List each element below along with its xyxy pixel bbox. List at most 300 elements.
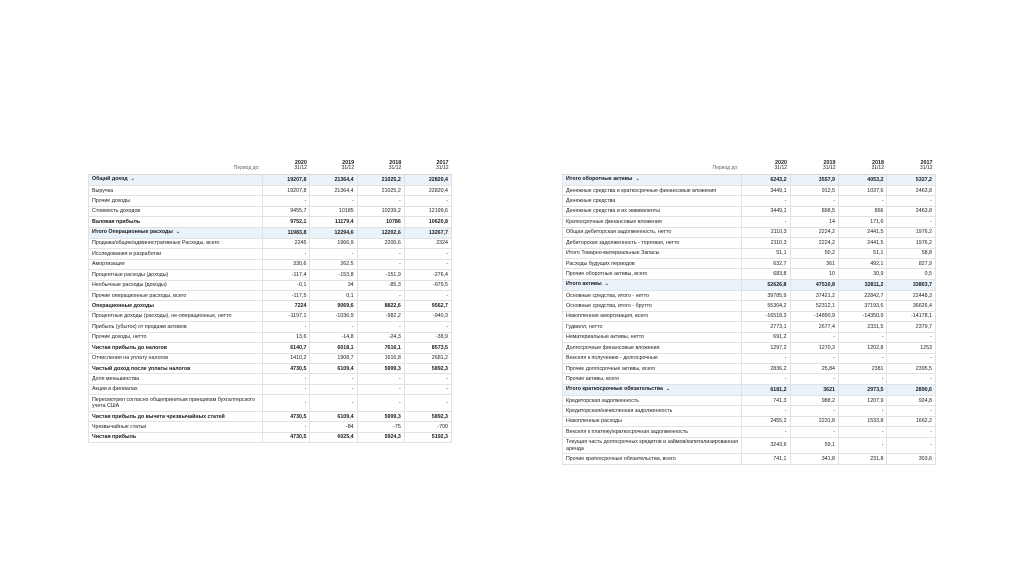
row-label: Продажа/общие/административные Расходы, всего <box>89 238 263 248</box>
row-value: 2324 <box>404 238 451 248</box>
row-label: Прочие активы, всего <box>563 374 742 384</box>
row-value: 1616,8 <box>357 353 404 363</box>
row-value: 6018,1 <box>310 343 357 353</box>
row-value: 5327,2 <box>887 174 936 185</box>
row-value: 741,3 <box>742 395 790 405</box>
row-label: Накопленная амортизация, всего <box>563 311 742 321</box>
row-value: -0,1 <box>263 280 310 290</box>
row-value: 5192,3 <box>404 432 451 442</box>
row-value: 8573,5 <box>404 343 451 353</box>
row-value: 10185 <box>310 206 357 216</box>
row-label: Расходы будущих периодов <box>563 259 742 269</box>
row-label: Векселя к получению - долгосрочные <box>563 353 742 363</box>
row-value: -75 <box>357 422 404 432</box>
table-row[interactable] <box>563 174 936 185</box>
column-date: 31/12 <box>435 164 449 171</box>
row-value: 361 <box>790 259 838 269</box>
row-value: 683,8 <box>742 269 790 279</box>
table-row <box>563 311 936 321</box>
row-label: Чистый доход после уплаты налогов <box>89 364 263 374</box>
row-label: Чистая прибыль до вычета чрезвычайных статей <box>89 412 263 422</box>
row-value: 2441,5 <box>839 227 887 237</box>
table-row <box>89 290 452 300</box>
table-row <box>563 437 936 454</box>
row-value: 13267,7 <box>404 227 451 238</box>
row-value: 2224,2 <box>790 227 838 237</box>
row-label: Итого краткосрочные обязательства ⌄ <box>563 384 742 395</box>
row-value: - <box>310 249 357 259</box>
column-header-2019 <box>310 158 357 174</box>
table-row <box>563 185 936 195</box>
table-row <box>563 374 936 384</box>
row-label: Акции в филиалах <box>89 384 263 394</box>
row-value: -1197,1 <box>263 311 310 321</box>
row-value: -276,4 <box>404 270 451 280</box>
row-value: 59,1 <box>790 437 838 454</box>
row-value: 9562,7 <box>404 301 451 311</box>
row-value: - <box>839 427 887 437</box>
row-value: 3449,1 <box>742 185 790 195</box>
row-value: 22842,7 <box>839 290 887 300</box>
row-value: - <box>887 374 936 384</box>
row-value: -982,2 <box>357 311 404 321</box>
row-label: Амортизация <box>89 259 263 269</box>
income-statement-table <box>88 158 452 443</box>
row-value: 52312,1 <box>790 301 838 311</box>
row-value: - <box>263 249 310 259</box>
row-value: 9752,1 <box>263 217 310 227</box>
row-value: -38,9 <box>404 332 451 342</box>
row-value: 2890,6 <box>887 384 936 395</box>
row-value: 1270,3 <box>790 343 838 353</box>
row-value: -151,9 <box>357 270 404 280</box>
row-value: 13,6 <box>263 332 310 342</box>
row-value: 912,5 <box>790 185 838 195</box>
row-value: 37421,2 <box>790 290 838 300</box>
row-value: - <box>742 196 790 206</box>
row-label: Процентные доходы (расходы), не-операционные, нетто <box>89 311 263 321</box>
table-row <box>89 322 452 332</box>
table-row[interactable] <box>89 227 452 238</box>
row-value: -14,8 <box>310 332 357 342</box>
row-label: Основные средства, итого - нетто <box>563 290 742 300</box>
table-row <box>89 238 452 248</box>
row-value: 1297,2 <box>742 343 790 353</box>
row-value: 5892,3 <box>404 412 451 422</box>
table-row <box>89 395 452 412</box>
row-value: 171,6 <box>839 217 887 227</box>
row-value: 11983,8 <box>263 227 310 238</box>
income-statement-body <box>89 174 452 442</box>
row-value: 1976,2 <box>887 227 936 237</box>
row-value: - <box>790 374 838 384</box>
row-value: 6243,2 <box>742 174 790 185</box>
row-label: Денежные средства и краткосрочные финансовые вложения <box>563 185 742 195</box>
column-year: 2019 <box>823 159 836 166</box>
column-header-2018 <box>357 158 404 174</box>
row-value: 30,9 <box>839 269 887 279</box>
row-value: - <box>357 395 404 412</box>
row-value: 21025,2 <box>357 185 404 195</box>
row-value: 3557,9 <box>790 174 838 185</box>
row-value: - <box>887 427 936 437</box>
row-label: Прибыль (убыток) от продажи активов <box>89 322 263 332</box>
row-value: 34 <box>310 280 357 290</box>
row-value: - <box>404 290 451 300</box>
table-row[interactable] <box>563 279 936 290</box>
row-value: 2379,7 <box>887 322 936 332</box>
row-value: -24,3 <box>357 332 404 342</box>
row-value: 19207,8 <box>263 174 310 185</box>
row-value: -153,8 <box>310 270 357 280</box>
row-value: - <box>404 395 451 412</box>
row-value: 2245 <box>263 238 310 248</box>
table-row <box>563 427 936 437</box>
row-label: Чистая прибыль <box>89 432 263 442</box>
row-value: 492,1 <box>839 259 887 269</box>
row-value: - <box>790 353 838 363</box>
row-value: 10786 <box>357 217 404 227</box>
row-label: Прочие операционные расходы, всего <box>89 290 263 300</box>
table-row <box>89 217 452 227</box>
row-value: 12294,6 <box>310 227 357 238</box>
row-value: 6109,4 <box>310 412 357 422</box>
row-value: - <box>263 395 310 412</box>
row-value: -700 <box>404 422 451 432</box>
row-value: 2110,3 <box>742 238 790 248</box>
row-value: - <box>742 374 790 384</box>
column-date: 31/12 <box>871 164 884 171</box>
row-value: 11179,4 <box>310 217 357 227</box>
table-row <box>89 422 452 432</box>
row-label: Долгосрочные финансовые вложения <box>563 343 742 353</box>
row-value: 1966,9 <box>310 238 357 248</box>
row-label: Пересмотрел согласно общепринятым принципам бухгалтерского учета США <box>89 395 263 412</box>
row-value: - <box>887 406 936 416</box>
row-value: - <box>310 322 357 332</box>
row-value: - <box>357 322 404 332</box>
row-value: 827,9 <box>887 259 936 269</box>
row-label: Основные средства, итого - брутто <box>563 301 742 311</box>
row-label: Общий доход ⌄ <box>89 174 263 185</box>
balance-sheet-table <box>562 158 936 465</box>
table-row <box>89 270 452 280</box>
column-date: 31/12 <box>341 164 355 171</box>
table-row <box>89 280 452 290</box>
row-value: - <box>839 437 887 454</box>
column-year: 2019 <box>342 159 355 166</box>
table-header <box>563 158 936 174</box>
row-value: 341,8 <box>790 454 838 464</box>
row-value: 55304,2 <box>742 301 790 311</box>
column-year: 2020 <box>294 159 307 166</box>
chevron-down-icon[interactable]: ⌄ <box>604 281 609 288</box>
row-value: 4730,5 <box>263 364 310 374</box>
table-row <box>563 364 936 374</box>
row-value: 58,8 <box>887 248 936 258</box>
row-value: - <box>742 217 790 227</box>
row-value: 2463,8 <box>887 185 936 195</box>
row-value: 6109,4 <box>310 364 357 374</box>
row-label: Денежные средства и их эквиваленты <box>563 206 742 216</box>
row-value: 262,5 <box>310 259 357 269</box>
table-row <box>563 353 936 363</box>
row-value: 1976,2 <box>887 238 936 248</box>
row-value: -117,4 <box>263 270 310 280</box>
row-value: 5999,3 <box>357 364 404 374</box>
column-year: 2020 <box>775 159 788 166</box>
row-value: 2395,5 <box>887 364 936 374</box>
table-row <box>563 406 936 416</box>
row-label: Выручка <box>89 185 263 195</box>
row-value: - <box>310 384 357 394</box>
row-value: 22820,4 <box>404 174 451 185</box>
table-row <box>563 227 936 237</box>
row-value: 2973,5 <box>839 384 887 395</box>
chevron-down-icon[interactable]: ⌄ <box>130 176 135 183</box>
row-value: 25,84 <box>790 364 838 374</box>
column-year: 2018 <box>871 159 884 166</box>
row-value: - <box>790 196 838 206</box>
chevron-down-icon[interactable]: ⌄ <box>635 176 640 183</box>
table-row <box>563 343 936 353</box>
row-value: - <box>790 427 838 437</box>
period-label: Период до: <box>563 158 742 174</box>
table-row[interactable] <box>563 384 936 395</box>
row-value: - <box>887 196 936 206</box>
row-value: 1253 <box>887 343 936 353</box>
table-row <box>563 206 936 216</box>
row-value: - <box>357 249 404 259</box>
row-value: -979,5 <box>404 280 451 290</box>
chevron-down-icon[interactable]: ⌄ <box>665 386 671 393</box>
row-value: - <box>404 249 451 259</box>
row-value: 3449,1 <box>742 206 790 216</box>
row-value: 6181,2 <box>742 384 790 395</box>
row-value: 691,2 <box>742 332 790 342</box>
row-value: -14178,1 <box>887 311 936 321</box>
table-row <box>563 395 936 405</box>
row-value: 10 <box>790 269 838 279</box>
row-value: 22448,3 <box>887 290 936 300</box>
row-value: 1662,2 <box>887 416 936 426</box>
row-value: 231,8 <box>839 454 887 464</box>
row-value: 52626,8 <box>742 279 790 290</box>
row-value: 2224,2 <box>790 238 838 248</box>
row-label: Текущая часть долгосрочных кредитов и займов/капитализированная аренда <box>563 437 742 454</box>
table-row <box>89 259 452 269</box>
row-value: 2200,6 <box>357 238 404 248</box>
row-value: 5892,3 <box>404 364 451 374</box>
row-value: - <box>790 406 838 416</box>
row-value: - <box>357 374 404 384</box>
row-value: 1037,6 <box>839 185 887 195</box>
row-value: 2773,1 <box>742 322 790 332</box>
row-value: 741,1 <box>742 454 790 464</box>
row-value: 2677,4 <box>790 322 838 332</box>
table-row <box>89 432 452 442</box>
table-row <box>89 301 452 311</box>
row-value: 37193,6 <box>839 301 887 311</box>
table-row <box>89 249 452 259</box>
balance-sheet-body <box>563 174 936 464</box>
row-value: 2231,8 <box>790 416 838 426</box>
row-value: - <box>887 217 936 227</box>
row-value: 898,5 <box>790 206 838 216</box>
column-date: 31/12 <box>388 164 402 171</box>
row-label: Кредиторская задолженность <box>563 395 742 405</box>
row-value: 3621 <box>790 384 838 395</box>
row-value: - <box>263 196 310 206</box>
row-label: Итого Операционные расходы ⌄ <box>89 227 263 238</box>
row-label: Гудвилл, нетто <box>563 322 742 332</box>
row-label: Процентные расходы (доходы) <box>89 270 263 280</box>
table-row <box>89 364 452 374</box>
table-row <box>563 196 936 206</box>
row-value: 36626,4 <box>887 301 936 311</box>
row-value: 8822,6 <box>357 301 404 311</box>
row-label: Итого оборотные активы ⌄ <box>563 174 742 185</box>
row-value: 21364,4 <box>310 174 357 185</box>
row-value: 1533,8 <box>839 416 887 426</box>
row-value: - <box>839 406 887 416</box>
row-value: 7616,1 <box>357 343 404 353</box>
row-value: 51,1 <box>742 248 790 258</box>
row-value: 47510,8 <box>790 279 838 290</box>
column-header-2019 <box>790 158 838 174</box>
row-value: 924,8 <box>887 395 936 405</box>
row-value: 50,2 <box>790 248 838 258</box>
row-value: - <box>404 384 451 394</box>
column-year: 2017 <box>436 159 449 166</box>
row-value: - <box>742 353 790 363</box>
table-row <box>563 259 936 269</box>
row-value: 2681,2 <box>404 353 451 363</box>
row-value: 1410,2 <box>263 353 310 363</box>
row-value: - <box>742 427 790 437</box>
table-row <box>89 384 452 394</box>
row-label: Кредиторская/начисленная задолженность <box>563 406 742 416</box>
row-value: 39785,9 <box>742 290 790 300</box>
row-value: - <box>839 332 887 342</box>
row-value: 2836,2 <box>742 364 790 374</box>
row-value: - <box>839 196 887 206</box>
table-row <box>563 416 936 426</box>
table-row[interactable] <box>89 174 452 185</box>
row-value: 4053,2 <box>839 174 887 185</box>
table-row <box>89 185 452 195</box>
row-value: - <box>263 374 310 384</box>
row-value: - <box>887 437 936 454</box>
row-value: -117,5 <box>263 290 310 300</box>
table-row <box>89 196 452 206</box>
row-label: Накопленные расходы <box>563 416 742 426</box>
table-row <box>563 217 936 227</box>
table-row <box>563 332 936 342</box>
row-label: Нематериальные активы, нетто <box>563 332 742 342</box>
row-label: Краткосрочные финансовые вложения <box>563 217 742 227</box>
column-header-2020 <box>742 158 790 174</box>
row-value: 6140,7 <box>263 343 310 353</box>
column-year: 2017 <box>920 159 933 166</box>
row-value: 1908,7 <box>310 353 357 363</box>
row-label: Стоимость доходов <box>89 206 263 216</box>
row-value: 9069,6 <box>310 301 357 311</box>
row-value: - <box>887 332 936 342</box>
row-value: 5999,3 <box>357 412 404 422</box>
row-label: Дебиторская задолженность - торговая, нетто <box>563 238 742 248</box>
row-value: 7224 <box>263 301 310 311</box>
table-row <box>89 332 452 342</box>
row-value: - <box>263 322 310 332</box>
row-value: -14350,9 <box>839 311 887 321</box>
row-value: 10620,8 <box>404 217 451 227</box>
row-value: 866 <box>839 206 887 216</box>
row-value: - <box>839 374 887 384</box>
table-row <box>563 290 936 300</box>
row-value: 1207,9 <box>839 395 887 405</box>
row-value: - <box>263 384 310 394</box>
row-value: - <box>404 374 451 384</box>
column-date: 31/12 <box>294 164 307 171</box>
column-date: 31/12 <box>774 164 788 171</box>
row-value: - <box>404 322 451 332</box>
table-row <box>89 374 452 384</box>
chevron-down-icon[interactable]: ⌄ <box>175 229 181 236</box>
row-value: 33803,7 <box>887 279 936 290</box>
row-label: Прочие доходы <box>89 196 263 206</box>
row-value: -940,3 <box>404 311 451 321</box>
table-row <box>89 311 452 321</box>
column-header-2018 <box>839 158 887 174</box>
row-value: -1036,9 <box>310 311 357 321</box>
row-value: -14890,9 <box>790 311 838 321</box>
row-value: 6025,4 <box>310 432 357 442</box>
table-row <box>89 412 452 422</box>
row-value: 2381 <box>839 364 887 374</box>
table-header <box>89 158 452 174</box>
row-value: - <box>263 422 310 432</box>
row-label: Итого Товарно-материальные Запасы <box>563 248 742 258</box>
row-value: 22820,4 <box>404 185 451 195</box>
table-row <box>563 248 936 258</box>
row-value: - <box>357 196 404 206</box>
column-header-2017 <box>887 158 936 174</box>
row-label: Исследования и разработки <box>89 249 263 259</box>
row-value: - <box>742 406 790 416</box>
row-value: 21025,2 <box>357 174 404 185</box>
row-value: - <box>887 353 936 363</box>
row-value: - <box>839 353 887 363</box>
table-row <box>563 238 936 248</box>
row-value: 2441,5 <box>839 238 887 248</box>
row-value: 0,5 <box>887 269 936 279</box>
row-label: Прочие долгосрочные активы, всего <box>563 364 742 374</box>
row-value: 14 <box>790 217 838 227</box>
row-value: - <box>404 196 451 206</box>
row-label: Общая дебиторская задолженность, нетто <box>563 227 742 237</box>
row-value: 303,6 <box>887 454 936 464</box>
row-value: 19207,8 <box>263 185 310 195</box>
row-label: Необычные расходы (доходы) <box>89 280 263 290</box>
row-value: 32811,2 <box>839 279 887 290</box>
row-label: Чистая прибыль до налогов <box>89 343 263 353</box>
row-value: 988,2 <box>790 395 838 405</box>
table-row <box>563 454 936 464</box>
row-value: -84 <box>310 422 357 432</box>
row-label: Прочие доходы, нетто <box>89 332 263 342</box>
row-value: - <box>310 196 357 206</box>
